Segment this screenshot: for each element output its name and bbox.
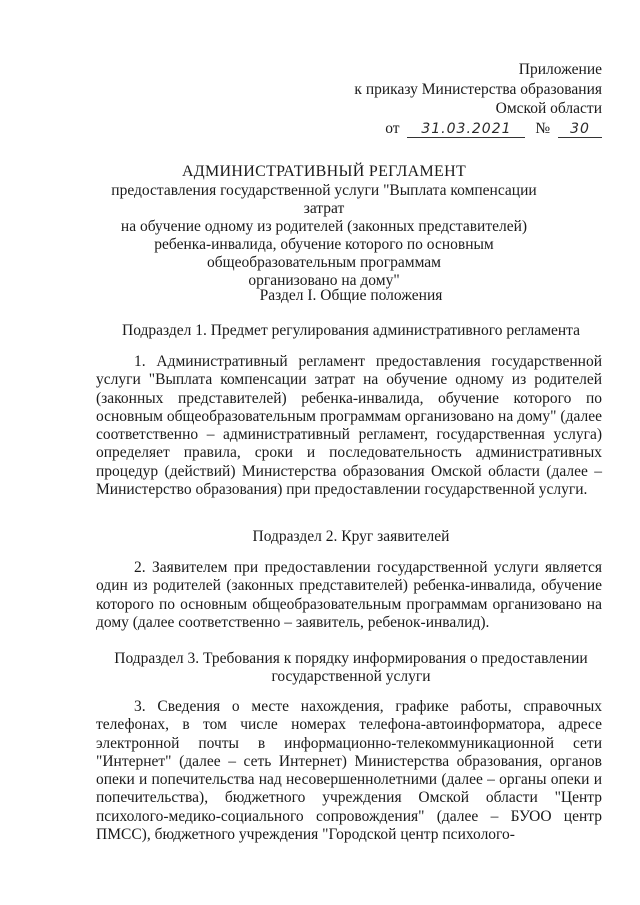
- handwritten-date: 31.03.2021: [407, 121, 525, 138]
- paragraph-3: [96, 698, 602, 844]
- subsection-3-heading-line: государственной услуги: [271, 668, 431, 685]
- title-line: организовано на дому": [248, 272, 400, 289]
- paragraph-1: [96, 353, 602, 499]
- document-title: [96, 163, 552, 290]
- subsection-3-heading-line: Подраздел 3. Требования к порядку информирования о предоставлении: [114, 650, 588, 667]
- appendix-label: Приложение: [518, 61, 602, 78]
- paragraph-2-text: 2. Заявителем при предоставлении государственной услуги является один из родителей (законных представителей) ребенка-инвалида, обучение которого по основным общеобразовательным программам организовано на дому (далее соответственно – заявитель, ребенок-инвалид).: [96, 559, 602, 631]
- paragraph-3-text: 3. Сведения о месте нахождения, графике работы, справочных телефонах, в том числе номерах телефона-автоинформатора, адресе электронной почты в информационно-телекоммуникационной сети "Интернет" (далее – сеть Интернет) Министерства образования, органов опеки и попечительства над несовершеннолетними (далее – органы опеки и попечительства), бюджетного учреждения Омской области "Центр психолого-медико-социального сопровождения" (далее – БУОО центр ПМСС), бюджетного учреждения "Городской центр психолого-: [96, 698, 602, 844]
- title-line: предоставления государственной услуги "Выплата компенсации затрат: [111, 182, 537, 217]
- title-line: общеобразовательным программам: [207, 254, 441, 271]
- paragraph-2: [96, 559, 602, 632]
- subsection-2-heading: Подраздел 2. Круг заявителей: [252, 528, 450, 545]
- appendix-region: Омской области: [495, 100, 602, 117]
- appendix-order-ref: к приказу Министерства образования: [354, 80, 602, 98]
- handwritten-number: 30: [558, 121, 602, 138]
- subsection-3-heading: [96, 650, 606, 686]
- paragraph-1-text: 1. Административный регламент предоставления государственной услуги "Выплата компенсации затрат на обучение одному из родителей (законных представителей) ребенка-инвалида, обучение которого по основным общеобразовательным программам организовано на дому" (далее соответственно – административный регламент, государственная услуга) определяет правила, сроки и последовательность административных процедур (действий) Министерства образования Омской области (далее – Министерство образования) при предоставлении государственной услуги.: [96, 353, 602, 499]
- title-line: ребенка-инвалида, обучение которого по основным: [154, 236, 494, 253]
- number-prefix: №: [535, 119, 551, 137]
- section-1-heading: Раздел I. Общие положения: [259, 287, 443, 304]
- appendix-block: [354, 60, 602, 138]
- order-date-number: [385, 119, 602, 139]
- subsection-1-heading: Подраздел 1. Предмет регулирования административного регламента: [122, 322, 580, 339]
- date-prefix: от: [385, 119, 400, 137]
- title-main: АДМИНИСТРАТИВНЫЙ РЕГЛАМЕНТ: [181, 163, 467, 180]
- title-line: на обучение одному из родителей (законных представителей): [120, 218, 528, 235]
